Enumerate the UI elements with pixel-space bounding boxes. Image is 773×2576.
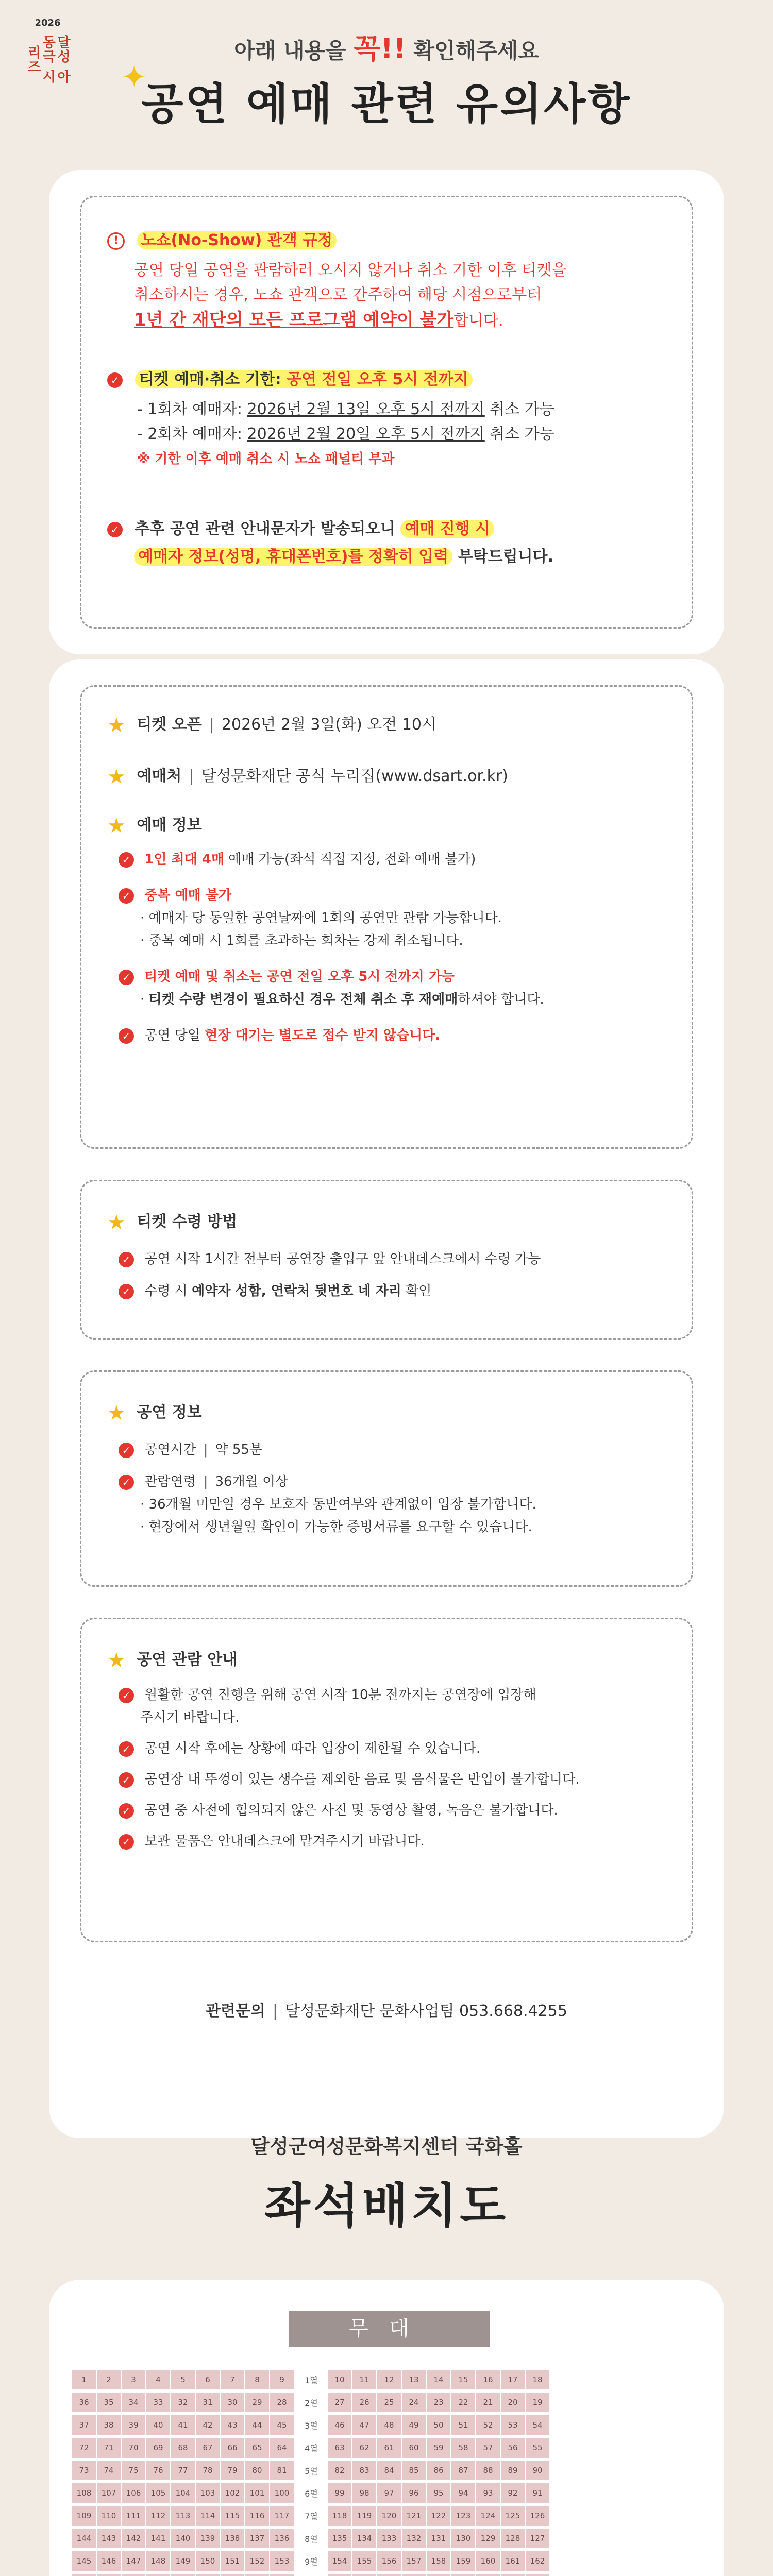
seat[interactable]: 89 [501, 2461, 525, 2480]
check-icon: ✓ [119, 1741, 134, 1757]
seat[interactable]: 80 [245, 2461, 269, 2480]
seat[interactable]: 96 [402, 2483, 426, 2503]
seat[interactable]: 48 [377, 2415, 401, 2435]
ticket-venue: ★ 예매처 | 달성문화재단 공식 누리집(www.dsart.or.kr) [107, 765, 508, 789]
seat-row [72, 2529, 550, 2548]
seat[interactable]: 146 [97, 2551, 121, 2571]
seat[interactable]: 125 [501, 2506, 525, 2526]
seat[interactable]: 159 [451, 2551, 475, 2571]
seat[interactable]: 100 [270, 2483, 294, 2503]
check-icon: ✓ [119, 1284, 134, 1299]
penalty-note: ※ 기한 이후 예매 취소 시 노쇼 패널티 부과 [137, 451, 395, 467]
seat[interactable]: 28 [270, 2393, 294, 2412]
check-icon: ✓ [119, 1688, 134, 1703]
seat[interactable] [501, 2574, 525, 2576]
seat[interactable]: 129 [476, 2529, 500, 2548]
seat[interactable]: 20 [501, 2393, 525, 2412]
check-icon: ✓ [119, 1834, 134, 1850]
contact-rule: ✓ 추후 공연 관련 안내문자가 발송되오니 예매 진행 시 예매자 정보(성명, 휴대폰번호)를 정확히 입력 부탁드립니다. [107, 517, 671, 569]
seat[interactable]: 127 [526, 2529, 549, 2548]
seat[interactable]: 4 [146, 2370, 170, 2389]
seat[interactable]: 145 [72, 2551, 96, 2571]
seat[interactable]: 93 [476, 2483, 500, 2503]
notice-card [49, 170, 724, 654]
seat[interactable]: 65 [245, 2438, 269, 2458]
seat[interactable]: 3 [122, 2370, 145, 2389]
seat[interactable] [328, 2574, 351, 2576]
header-subtitle-emphasis: 꼭!! [354, 32, 406, 65]
seat[interactable]: 13 [402, 2370, 426, 2389]
seat[interactable]: 34 [122, 2393, 145, 2412]
seat[interactable]: 102 [221, 2483, 244, 2503]
contact-emphasis: 예매자 정보(성명, 휴대폰번호)를 정확히 입력 [134, 548, 452, 566]
seat[interactable]: 24 [402, 2393, 426, 2412]
seat-grid [72, 2370, 550, 2576]
seat[interactable]: 66 [221, 2438, 244, 2458]
pickup-title: 티켓 수령 방법 [137, 1213, 238, 1231]
seat[interactable]: 98 [352, 2483, 376, 2503]
seat[interactable]: 47 [352, 2415, 376, 2435]
header-subtitle: 아래 내용을 꼭!! 확인해주세요 [234, 32, 539, 65]
seat[interactable]: 110 [97, 2506, 121, 2526]
seat[interactable]: 86 [427, 2461, 450, 2480]
check-icon: ✓ [119, 1475, 134, 1490]
row-label: 2열 [305, 2398, 318, 2408]
seat[interactable]: 51 [451, 2415, 475, 2435]
seat[interactable] [196, 2574, 220, 2576]
seat[interactable]: 62 [352, 2438, 376, 2458]
seat[interactable]: 136 [270, 2529, 294, 2548]
seat[interactable]: 87 [451, 2461, 475, 2480]
seat[interactable]: 56 [501, 2438, 525, 2458]
seat[interactable]: 35 [97, 2393, 121, 2412]
seat[interactable]: 101 [245, 2483, 269, 2503]
seat[interactable]: 141 [146, 2529, 170, 2548]
seat[interactable]: 142 [122, 2529, 145, 2548]
seat[interactable]: 118 [328, 2506, 351, 2526]
seat[interactable] [171, 2574, 195, 2576]
seat[interactable]: 158 [427, 2551, 450, 2571]
seat[interactable] [427, 2574, 450, 2576]
seat[interactable]: 95 [427, 2483, 450, 2503]
seat[interactable]: 111 [122, 2506, 145, 2526]
seat[interactable]: 119 [352, 2506, 376, 2526]
seat[interactable]: 33 [146, 2393, 170, 2412]
check-icon: ✓ [119, 1443, 134, 1458]
ticket-box [80, 685, 693, 1149]
seat[interactable]: 133 [377, 2529, 401, 2548]
seat[interactable]: 53 [501, 2415, 525, 2435]
seat[interactable]: 122 [427, 2506, 450, 2526]
seat[interactable] [146, 2574, 170, 2576]
star-icon: ★ [107, 1210, 126, 1234]
row-label: 5열 [305, 2466, 318, 2476]
seat[interactable]: 114 [196, 2506, 220, 2526]
seat[interactable]: 81 [270, 2461, 294, 2480]
seat[interactable]: 82 [328, 2461, 351, 2480]
seat[interactable]: 78 [196, 2461, 220, 2480]
seat[interactable]: 140 [171, 2529, 195, 2548]
seat[interactable]: 124 [476, 2506, 500, 2526]
seat[interactable]: 156 [377, 2551, 401, 2571]
seat[interactable]: 77 [171, 2461, 195, 2480]
seat[interactable]: 116 [245, 2506, 269, 2526]
seat[interactable]: 151 [221, 2551, 244, 2571]
seat[interactable]: 36 [72, 2393, 96, 2412]
page-title: 공연 예매 관련 유의사항 [141, 79, 632, 129]
seat[interactable]: 58 [451, 2438, 475, 2458]
seat[interactable]: 25 [377, 2393, 401, 2412]
seat[interactable]: 99 [328, 2483, 351, 2503]
seat[interactable]: 73 [72, 2461, 96, 2480]
seat[interactable]: 130 [451, 2529, 475, 2548]
seat[interactable]: 97 [377, 2483, 401, 2503]
seat[interactable]: 22 [451, 2393, 475, 2412]
row-label: 7열 [305, 2511, 318, 2521]
seat[interactable]: 64 [270, 2438, 294, 2458]
seat[interactable]: 49 [402, 2415, 426, 2435]
ticket-open: ★ 티켓 오픈 | 2026년 2월 3일(화) 오전 10시 [107, 713, 436, 737]
seat[interactable]: 161 [501, 2551, 525, 2571]
pickup-box: ★ 티켓 수령 방법 ✓ 공연 시작 1시간 전부터 공연장 출입구 앞 안내데스크에서 수령 가능 ✓ 수령 시 예약자 성함, 연락처 뒷번호 네 자리 확인 [80, 1180, 693, 1340]
seat[interactable]: 107 [97, 2483, 121, 2503]
seat[interactable]: 7 [221, 2370, 244, 2389]
seat[interactable]: 72 [72, 2438, 96, 2458]
seat[interactable]: 138 [221, 2529, 244, 2548]
seat[interactable] [402, 2574, 426, 2576]
seat[interactable]: 92 [501, 2483, 525, 2503]
seat[interactable]: 75 [122, 2461, 145, 2480]
noshow-line3: 1년 간 재단의 모든 프로그램 예약이 불가합니다. [134, 310, 503, 330]
guide-box: ★ 공연 관람 안내 ✓ 원활한 공연 진행을 위해 공연 시작 10분 전까지는 공연장에 입장해 주시기 바랍니다. ✓ 공연 시작 후에는 상황에 따라 입장이 제한될 수 있습니다. ✓ 공연장 내 뚜껑이 있는 생수를 제외한 음료 및 음식물은 반입이 불가합니다. ✓ 공연 중 사전에 협의되지 않은 사진 및 동영상 촬영, 녹음은 불가합니다. ✓ 보관 물품은 안내데스크에 맡겨주시기 바랍니다. [80, 1618, 693, 1942]
check-icon: ✓ [119, 1028, 134, 1044]
noshow-rule [107, 228, 671, 333]
seat[interactable]: 1 [72, 2370, 96, 2389]
seat[interactable]: 94 [451, 2483, 475, 2503]
seat[interactable]: 128 [501, 2529, 525, 2548]
seat[interactable]: 144 [72, 2529, 96, 2548]
seat[interactable]: 84 [377, 2461, 401, 2480]
seat[interactable]: 137 [245, 2529, 269, 2548]
seat[interactable]: 143 [97, 2529, 121, 2548]
seat[interactable]: 30 [221, 2393, 244, 2412]
seat[interactable] [122, 2574, 145, 2576]
seat-row [72, 2461, 550, 2480]
seat[interactable] [476, 2574, 500, 2576]
seat[interactable]: 54 [526, 2415, 549, 2435]
seat[interactable]: 108 [72, 2483, 96, 2503]
seat[interactable]: 21 [476, 2393, 500, 2412]
star-icon: ★ [107, 765, 126, 789]
seat[interactable]: 88 [476, 2461, 500, 2480]
contact-info: 관련문의 | 달성문화재단 문화사업팀 053.668.4255 [206, 2002, 567, 2020]
seat-row [72, 2506, 550, 2526]
show-info-title: 공연 정보 [137, 1403, 202, 1421]
seat[interactable]: 41 [171, 2415, 195, 2435]
seat[interactable]: 154 [328, 2551, 351, 2571]
star-icon: ★ [107, 1401, 126, 1425]
seat[interactable]: 121 [402, 2506, 426, 2526]
stage: 무대 [289, 2311, 490, 2347]
check-icon: ✓ [119, 970, 134, 985]
seat[interactable] [526, 2574, 549, 2576]
round1-deadline: - 1회차 예매자: 2026년 2월 13일 오후 5시 전까지 취소 가능 [137, 400, 554, 418]
seat[interactable]: 18 [526, 2370, 549, 2389]
seat[interactable]: 60 [402, 2438, 426, 2458]
seat[interactable]: 32 [171, 2393, 195, 2412]
check-icon: ✓ [119, 1252, 134, 1267]
seat[interactable]: 15 [451, 2370, 475, 2389]
seat-row [72, 2393, 550, 2412]
seat[interactable]: 152 [245, 2551, 269, 2571]
seat[interactable]: 57 [476, 2438, 500, 2458]
seat[interactable]: 26 [352, 2393, 376, 2412]
seat[interactable]: 45 [270, 2415, 294, 2435]
seat[interactable]: 74 [97, 2461, 121, 2480]
seat[interactable]: 44 [245, 2415, 269, 2435]
seat[interactable]: 38 [97, 2415, 121, 2435]
seat[interactable]: 83 [352, 2461, 376, 2480]
seat[interactable]: 5 [171, 2370, 195, 2389]
noshow-line2: 취소하시는 경우, 노쇼 관객으로 간주하여 해당 시점으로부터 [134, 286, 542, 304]
seat[interactable]: 14 [427, 2370, 450, 2389]
info-card [49, 659, 724, 2138]
seat[interactable]: 17 [501, 2370, 525, 2389]
star-icon: ★ [107, 814, 126, 838]
seat[interactable]: 71 [97, 2438, 121, 2458]
check-icon: ✓ [107, 522, 123, 537]
seat[interactable]: 105 [146, 2483, 170, 2503]
seat[interactable]: 42 [196, 2415, 220, 2435]
seat[interactable]: 27 [328, 2393, 351, 2412]
seat[interactable]: 126 [526, 2506, 549, 2526]
seat[interactable]: 160 [476, 2551, 500, 2571]
star-icon: ★ [107, 713, 126, 737]
seat[interactable] [377, 2574, 401, 2576]
seat[interactable]: 70 [122, 2438, 145, 2458]
seat[interactable]: 76 [146, 2461, 170, 2480]
seat-map [49, 2280, 724, 2576]
deadline-value: 공연 전일 오후 5시 전까지 [287, 370, 468, 388]
seat-row [72, 2483, 550, 2503]
seat[interactable]: 46 [328, 2415, 351, 2435]
star-icon: ★ [107, 1648, 126, 1672]
seat[interactable]: 43 [221, 2415, 244, 2435]
seat[interactable] [221, 2574, 244, 2576]
seat[interactable]: 117 [270, 2506, 294, 2526]
noshow-title: 노쇼(No-Show) 관객 규정 [137, 231, 337, 249]
seat[interactable]: 106 [122, 2483, 145, 2503]
seat[interactable]: 39 [122, 2415, 145, 2435]
seat[interactable]: 162 [526, 2551, 549, 2571]
seat[interactable]: 31 [196, 2393, 220, 2412]
alert-icon: ! [107, 232, 125, 250]
seat[interactable]: 155 [352, 2551, 376, 2571]
round2-deadline: - 2회차 예매자: 2026년 2월 20일 오후 5시 전까지 취소 가능 [137, 425, 554, 443]
row-label: 4열 [305, 2443, 318, 2453]
seat[interactable]: 112 [146, 2506, 170, 2526]
seat[interactable]: 12 [377, 2370, 401, 2389]
seat[interactable]: 68 [171, 2438, 195, 2458]
seat[interactable]: 104 [171, 2483, 195, 2503]
seat[interactable]: 109 [72, 2506, 96, 2526]
deadline-rule: ✓ 티켓 예매·취소 기한: 공연 전일 오후 5시 전까지 - 1회차 예매자: 2026년 2월 13일 오후 5시 전까지 취소 가능 - 2회차 예매자: 2026년 2월 20일 오후 5시 전까지 취소 가능 ※ 기한 이후 예매 취소 시 노쇼 패널티 부과 [107, 367, 671, 471]
seat-row [72, 2438, 550, 2458]
seat[interactable]: 40 [146, 2415, 170, 2435]
check-icon: ✓ [119, 852, 134, 868]
seat[interactable]: 85 [402, 2461, 426, 2480]
seat-row [72, 2415, 550, 2435]
seat[interactable]: 115 [221, 2506, 244, 2526]
series-logo-name: 달성 아동극 시리즈 [25, 35, 71, 84]
seat[interactable] [72, 2574, 96, 2576]
seat[interactable]: 147 [122, 2551, 145, 2571]
seat[interactable]: 16 [476, 2370, 500, 2389]
seat[interactable] [245, 2574, 269, 2576]
seat[interactable]: 9 [270, 2370, 294, 2389]
seat[interactable]: 37 [72, 2415, 96, 2435]
ticket-info: ★ 예매 정보 ✓ 1인 최대 4매 예매 가능(좌석 직접 지정, 전화 예매 불가) ✓ 중복 예매 불가 · 예매자 당 동일한 공연날짜에 1회의 공연만 관람 가능합니다. · 중복 예매 시 1회를 초과하는 회차는 강제 취소됩니다. ✓ 티켓 예매 및 취소는 공연 전일 오후 5시 전까지 가능 · 티켓 수량 변경이 필요하신 경우 전체 취소 후 재예매하셔야 합니다. ✓ 공연 당일 현장 대기는 별도로 접수 받지 않습니다. [107, 814, 544, 1043]
seating-header [0, 2130, 773, 2236]
seat-row [72, 2574, 550, 2576]
row-label: 9열 [305, 2556, 318, 2567]
check-icon: ✓ [119, 888, 134, 904]
seat[interactable]: 19 [526, 2393, 549, 2412]
seat[interactable]: 69 [146, 2438, 170, 2458]
seat[interactable]: 52 [476, 2415, 500, 2435]
seat[interactable]: 23 [427, 2393, 450, 2412]
seat[interactable]: 2 [97, 2370, 121, 2389]
seat[interactable] [352, 2574, 376, 2576]
seat[interactable]: 11 [352, 2370, 376, 2389]
check-icon: ✓ [119, 1803, 134, 1819]
seat[interactable]: 113 [171, 2506, 195, 2526]
seat[interactable]: 139 [196, 2529, 220, 2548]
seat[interactable]: 67 [196, 2438, 220, 2458]
seat[interactable]: 120 [377, 2506, 401, 2526]
seat[interactable]: 153 [270, 2551, 294, 2571]
seat[interactable]: 150 [196, 2551, 220, 2571]
seat[interactable]: 6 [196, 2370, 220, 2389]
guide-title: 공연 관람 안내 [137, 1651, 238, 1669]
seat[interactable]: 79 [221, 2461, 244, 2480]
seat[interactable]: 149 [171, 2551, 195, 2571]
seat[interactable] [270, 2574, 294, 2576]
seat-row [72, 2551, 550, 2571]
seat[interactable]: 29 [245, 2393, 269, 2412]
seat[interactable]: 134 [352, 2529, 376, 2548]
seat[interactable]: 8 [245, 2370, 269, 2389]
series-logo-year: 2026 [35, 18, 61, 28]
seat[interactable]: 157 [402, 2551, 426, 2571]
check-icon: ✓ [107, 372, 123, 388]
seat[interactable]: 132 [402, 2529, 426, 2548]
check-icon: ✓ [119, 1772, 134, 1788]
show-info-box: ★ 공연 정보 ✓ 공연시간 | 약 55분 ✓ 관람연령 | 36개월 이상 · 36개월 미만일 경우 보호자 동반여부와 관계없이 입장 불가합니다. · 현장에서 생년월일 확인이 가능한 증빙서류를 요구할 수 있습니다. [80, 1370, 693, 1587]
seat[interactable] [451, 2574, 475, 2576]
row-label: 8열 [305, 2534, 318, 2544]
seating-title: 좌석배치도 [264, 2178, 509, 2233]
row-label: 3열 [305, 2420, 318, 2431]
seat[interactable]: 148 [146, 2551, 170, 2571]
noshow-line1: 공연 당일 공연을 관람하러 오시지 않거나 취소 기한 이후 티켓을 [134, 261, 567, 279]
seat[interactable]: 55 [526, 2438, 549, 2458]
seat[interactable]: 135 [328, 2529, 351, 2548]
seat[interactable]: 123 [451, 2506, 475, 2526]
seat[interactable]: 61 [377, 2438, 401, 2458]
seat[interactable]: 59 [427, 2438, 450, 2458]
seat[interactable]: 10 [328, 2370, 351, 2389]
seat[interactable]: 63 [328, 2438, 351, 2458]
seat[interactable]: 103 [196, 2483, 220, 2503]
seat[interactable]: 90 [526, 2461, 549, 2480]
venue-name: 달성군여성문화복지센터 국화홀 [250, 2135, 523, 2158]
seat[interactable]: 91 [526, 2483, 549, 2503]
sparkle-icon: ✦ [121, 59, 147, 95]
row-label: 1열 [305, 2375, 318, 2385]
row-label: 6열 [305, 2488, 318, 2499]
seat[interactable]: 50 [427, 2415, 450, 2435]
seat[interactable]: 131 [427, 2529, 450, 2548]
seat-row [72, 2370, 550, 2389]
seat[interactable] [97, 2574, 121, 2576]
notice-card-border [80, 196, 693, 629]
